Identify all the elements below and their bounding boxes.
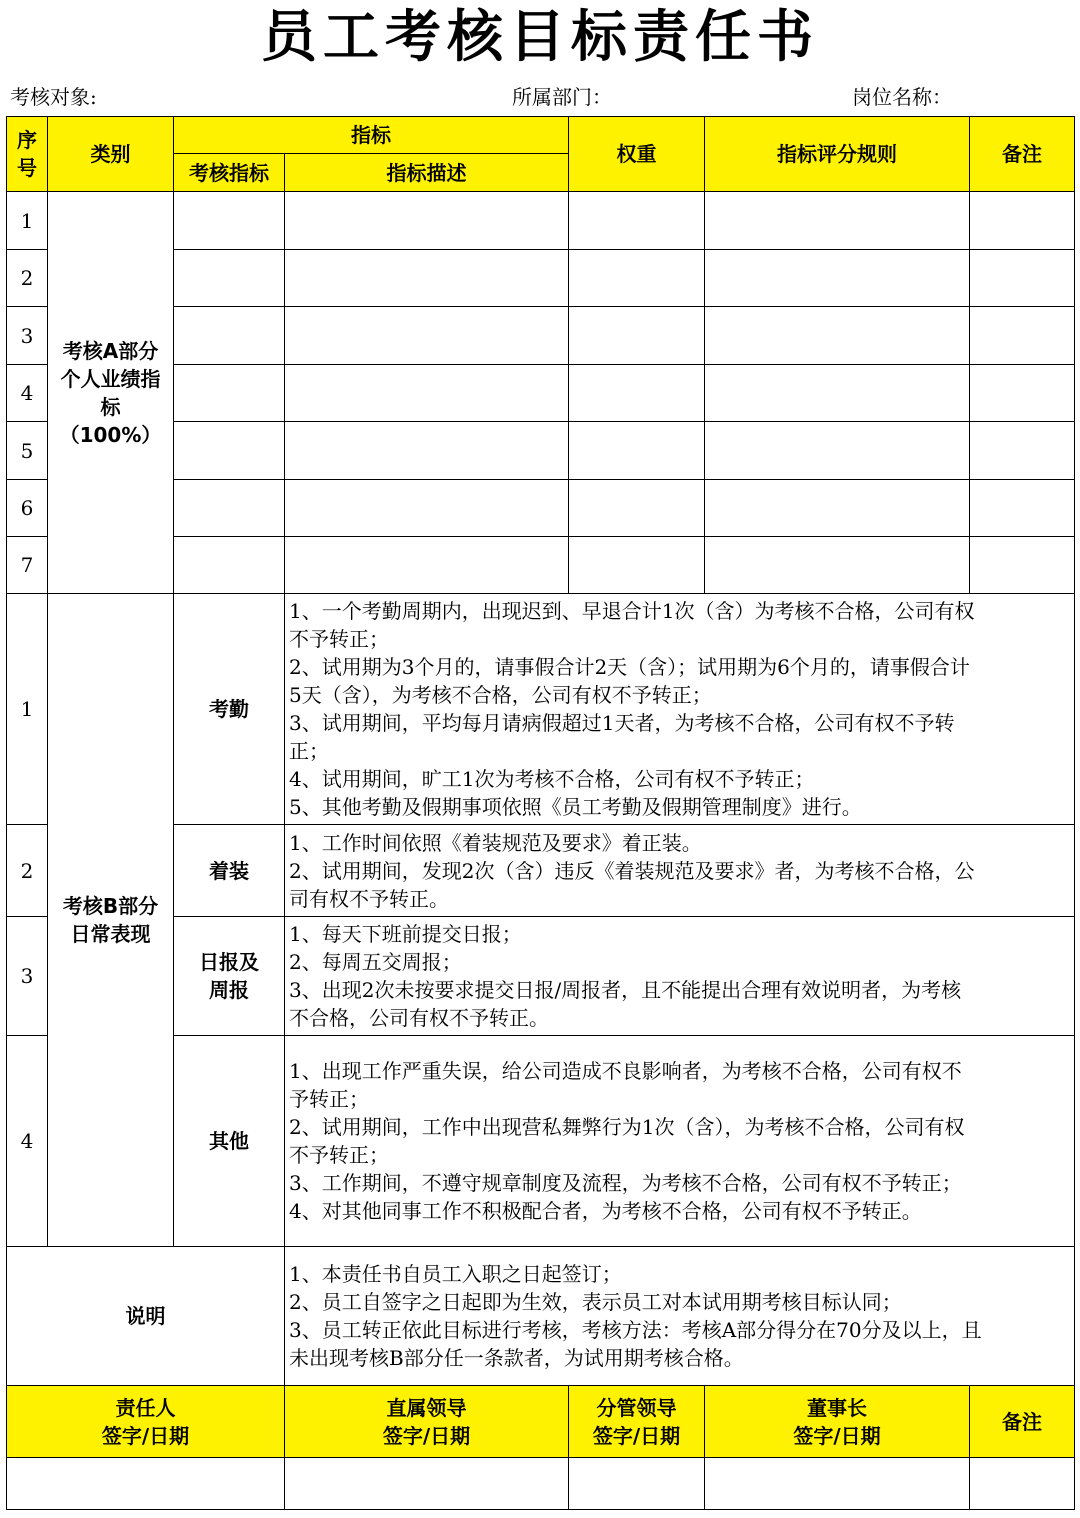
weight-cell[interactable] bbox=[569, 365, 705, 422]
header-indicator: 指标 bbox=[174, 117, 569, 154]
header-seq: 序 号 bbox=[7, 117, 48, 192]
department-label: 所属部门： bbox=[512, 85, 612, 109]
desc-cell[interactable] bbox=[285, 480, 569, 537]
section-b-label: 考核B部分 日常表现 bbox=[48, 594, 174, 1247]
item-name-attendance: 考勤 bbox=[174, 594, 285, 825]
kpi-cell[interactable] bbox=[174, 422, 285, 480]
rule-cell[interactable] bbox=[705, 192, 970, 250]
row-seq: 4 bbox=[7, 1036, 48, 1247]
weight-cell[interactable] bbox=[569, 422, 705, 480]
sign-chairman-label: 董事长 签字/日期 bbox=[705, 1386, 970, 1458]
header-kpi-desc: 指标描述 bbox=[285, 154, 569, 192]
row-seq: 1 bbox=[7, 594, 48, 825]
position-label: 岗位名称： bbox=[852, 85, 952, 109]
rule-cell[interactable] bbox=[705, 537, 970, 594]
desc-cell[interactable] bbox=[285, 192, 569, 250]
row-seq: 2 bbox=[7, 825, 48, 917]
item-name-dress: 着装 bbox=[174, 825, 285, 917]
item-rules-other: 1、出现工作严重失误，给公司造成不良影响者，为考核不合格，公司有权不 予转正； 2、试用期间，工作中出现营私舞弊行为1次（含），为考核不合格，公司有权 不予转正； 3、工作期间，不遵守规章制度及流程，为考核不合格，公司有权不予转正； 4、对其他同事工作不积极配合者，为考核不合格，公司有权不予转正。 bbox=[285, 1036, 1075, 1247]
sign-direct-leader-field[interactable] bbox=[285, 1458, 569, 1510]
sign-remark-field[interactable] bbox=[970, 1458, 1075, 1510]
notes-row bbox=[7, 1247, 1075, 1386]
row-seq: 5 bbox=[7, 422, 48, 480]
kpi-cell[interactable] bbox=[174, 250, 285, 307]
weight-cell[interactable] bbox=[569, 192, 705, 250]
remark-cell[interactable] bbox=[970, 422, 1075, 480]
table-row bbox=[7, 192, 1075, 250]
signature-header-row bbox=[7, 1386, 1075, 1458]
table-row bbox=[7, 594, 1075, 825]
item-rules-reports: 1、每天下班前提交日报； 2、每周五交周报； 3、出现2次未按要求提交日报/周报者，且不能提出合理有效说明者，为考核 不合格，公司有权不予转正。 bbox=[285, 917, 1075, 1036]
rule-cell[interactable] bbox=[705, 422, 970, 480]
remark-cell[interactable] bbox=[970, 480, 1075, 537]
row-seq: 3 bbox=[7, 307, 48, 365]
kpi-cell[interactable] bbox=[174, 307, 285, 365]
item-rules-attendance: 1、一个考勤周期内，出现迟到、早退合计1次（含）为考核不合格，公司有权 不予转正； 2、试用期为3个月的，请事假合计2天（含）；试用期为6个月的，请事假合计 5天（含），为考核不合格，公司有权不予转正； 3、试用期间，平均每月请病假超过1天者，为考核不合格，公司有权不予转 正； 4、试用期间，旷工1次为考核不合格，公司有权不予转正； 5、其他考勤及假期事项依照《员工考勤及假期管理制度》进行。 bbox=[285, 594, 1075, 825]
sign-responsible-label: 责任人 签字/日期 bbox=[7, 1386, 285, 1458]
rule-cell[interactable] bbox=[705, 307, 970, 365]
remark-cell[interactable] bbox=[970, 537, 1075, 594]
section-a-label: 考核A部分 个人业绩指 标 （100%） bbox=[48, 192, 174, 594]
row-seq: 4 bbox=[7, 365, 48, 422]
notes-text: 1、本责任书自员工入职之日起签订； 2、员工自签字之日起即为生效，表示员工对本试用期考核目标认同； 3、员工转正依此目标进行考核，考核方法：考核A部分得分在70分及以上，且 未出现考核B部分任一条款者，为试用期考核合格。 bbox=[285, 1247, 1075, 1386]
desc-cell[interactable] bbox=[285, 365, 569, 422]
assessment-table bbox=[6, 116, 1075, 1510]
subject-label: 考核对象: bbox=[10, 85, 97, 109]
row-seq: 2 bbox=[7, 250, 48, 307]
weight-cell[interactable] bbox=[569, 250, 705, 307]
notes-label: 说明 bbox=[7, 1247, 285, 1386]
header-kpi: 考核指标 bbox=[174, 154, 285, 192]
item-rules-dress: 1、工作时间依照《着装规范及要求》着正装。 2、试用期间，发现2次（含）违反《着装规范及要求》者，为考核不合格，公 司有权不予转正。 bbox=[285, 825, 1075, 917]
sign-division-leader-field[interactable] bbox=[569, 1458, 705, 1510]
sign-chairman-field[interactable] bbox=[705, 1458, 970, 1510]
rule-cell[interactable] bbox=[705, 365, 970, 422]
row-seq: 1 bbox=[7, 192, 48, 250]
desc-cell[interactable] bbox=[285, 307, 569, 365]
header-weight: 权重 bbox=[569, 117, 705, 192]
document-title: 员工考核目标责任书 bbox=[261, 5, 819, 70]
header-remark: 备注 bbox=[970, 117, 1075, 192]
desc-cell[interactable] bbox=[285, 537, 569, 594]
header-rule: 指标评分规则 bbox=[705, 117, 970, 192]
sign-division-leader-label: 分管领导 签字/日期 bbox=[569, 1386, 705, 1458]
sign-responsible-field[interactable] bbox=[7, 1458, 285, 1510]
row-seq: 7 bbox=[7, 537, 48, 594]
weight-cell[interactable] bbox=[569, 480, 705, 537]
kpi-cell[interactable] bbox=[174, 480, 285, 537]
kpi-cell[interactable] bbox=[174, 537, 285, 594]
weight-cell[interactable] bbox=[569, 307, 705, 365]
remark-cell[interactable] bbox=[970, 250, 1075, 307]
item-name-reports: 日报及 周报 bbox=[174, 917, 285, 1036]
sign-remark-label: 备注 bbox=[970, 1386, 1075, 1458]
kpi-cell[interactable] bbox=[174, 192, 285, 250]
signature-row bbox=[7, 1458, 1075, 1510]
kpi-cell[interactable] bbox=[174, 365, 285, 422]
rule-cell[interactable] bbox=[705, 250, 970, 307]
desc-cell[interactable] bbox=[285, 250, 569, 307]
rule-cell[interactable] bbox=[705, 480, 970, 537]
sign-direct-leader-label: 直属领导 签字/日期 bbox=[285, 1386, 569, 1458]
header-category: 类别 bbox=[48, 117, 174, 192]
remark-cell[interactable] bbox=[970, 307, 1075, 365]
row-seq: 6 bbox=[7, 480, 48, 537]
row-seq: 3 bbox=[7, 917, 48, 1036]
remark-cell[interactable] bbox=[970, 192, 1075, 250]
desc-cell[interactable] bbox=[285, 422, 569, 480]
weight-cell[interactable] bbox=[569, 537, 705, 594]
remark-cell[interactable] bbox=[970, 365, 1075, 422]
item-name-other: 其他 bbox=[174, 1036, 285, 1247]
